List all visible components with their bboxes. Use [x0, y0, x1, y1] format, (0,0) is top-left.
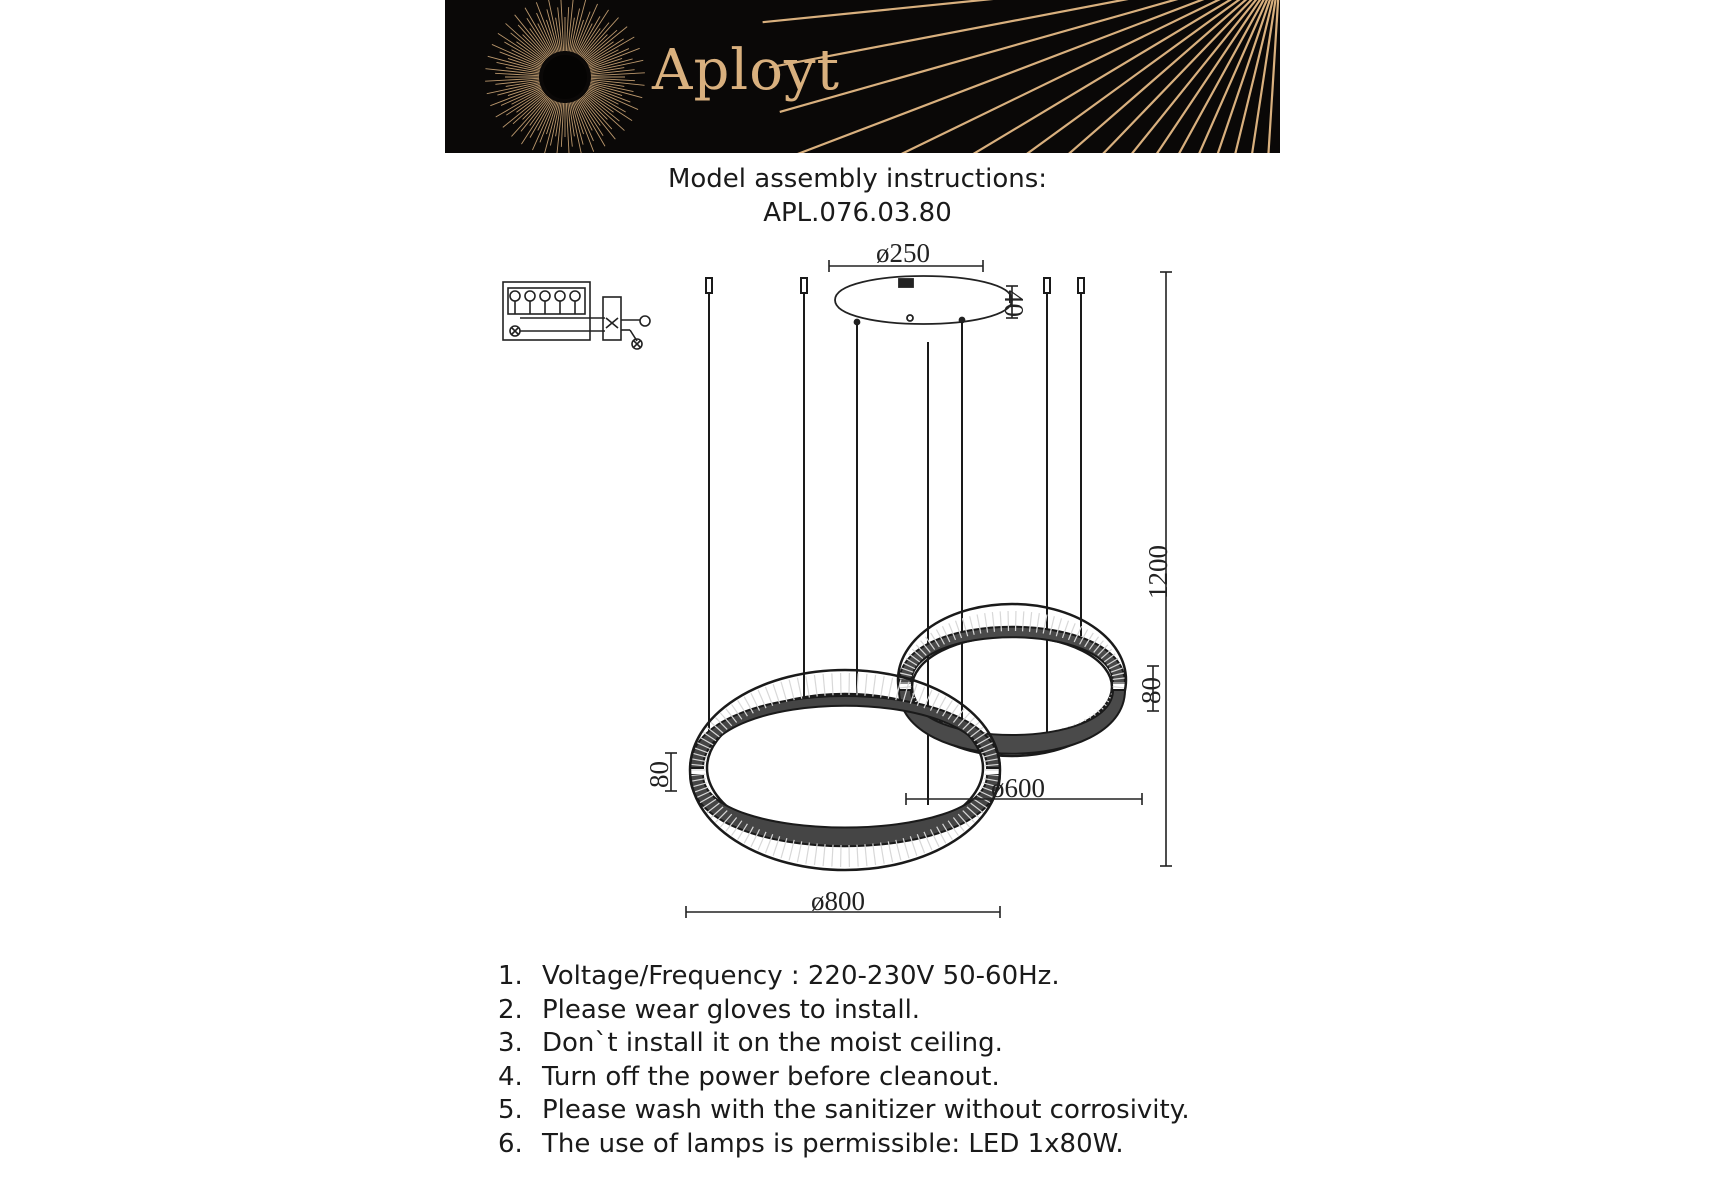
list-item-text: Please wash with the sanitizer without corrosivity. [542, 1095, 1190, 1125]
list-item-number: 2. [498, 994, 523, 1025]
small-crystal-ring [898, 604, 1126, 756]
dim-total-height: 1200 [1143, 545, 1173, 599]
large-crystal-ring [690, 670, 1000, 870]
list-item-text: Voltage/Frequency : 220-230V 50-60Hz. [542, 961, 1060, 991]
list-item-number: 4. [498, 1061, 523, 1092]
list-item-text: Turn off the power before cleanout. [542, 1061, 1000, 1092]
suspension-cables [706, 278, 1084, 805]
dim-small-ring-diameter: ø600 [991, 773, 1045, 803]
list-item [498, 1061, 1190, 1095]
list-item-number: 1. [498, 961, 523, 991]
title-line-instructions: Model assembly instructions: [667, 164, 1048, 194]
dim-canopy-height: 40 [999, 290, 1029, 317]
brand-name: Aployt [652, 38, 841, 103]
title-line-model: APL.076.03.80 [763, 198, 952, 228]
list-item [498, 960, 1190, 994]
list-item [498, 1094, 1190, 1128]
dim-large-ring-height: 80 [644, 761, 674, 788]
ceiling-canopy [835, 276, 1012, 325]
list-item-number: 3. [498, 1028, 523, 1058]
list-item-number: 6. [498, 1128, 523, 1159]
list-item [498, 1027, 1190, 1061]
wiring-terminal-diagram-icon [503, 282, 650, 349]
list-item-text: Please wear gloves to install. [542, 994, 921, 1025]
dim-small-ring-height: 80 [1136, 677, 1166, 704]
list-item-number: 5. [498, 1095, 523, 1125]
list-item-text: The use of lamps is permissible: LED 1x80W. [542, 1128, 1124, 1159]
list-item-text: Don`t install it on the moist ceiling. [542, 1028, 1003, 1058]
list-item [498, 1128, 1190, 1162]
list-item [498, 994, 1190, 1028]
dim-large-ring-diameter: ø800 [811, 886, 865, 916]
dim-canopy-diameter: ø250 [876, 238, 930, 268]
instruction-notes [498, 960, 1190, 1161]
